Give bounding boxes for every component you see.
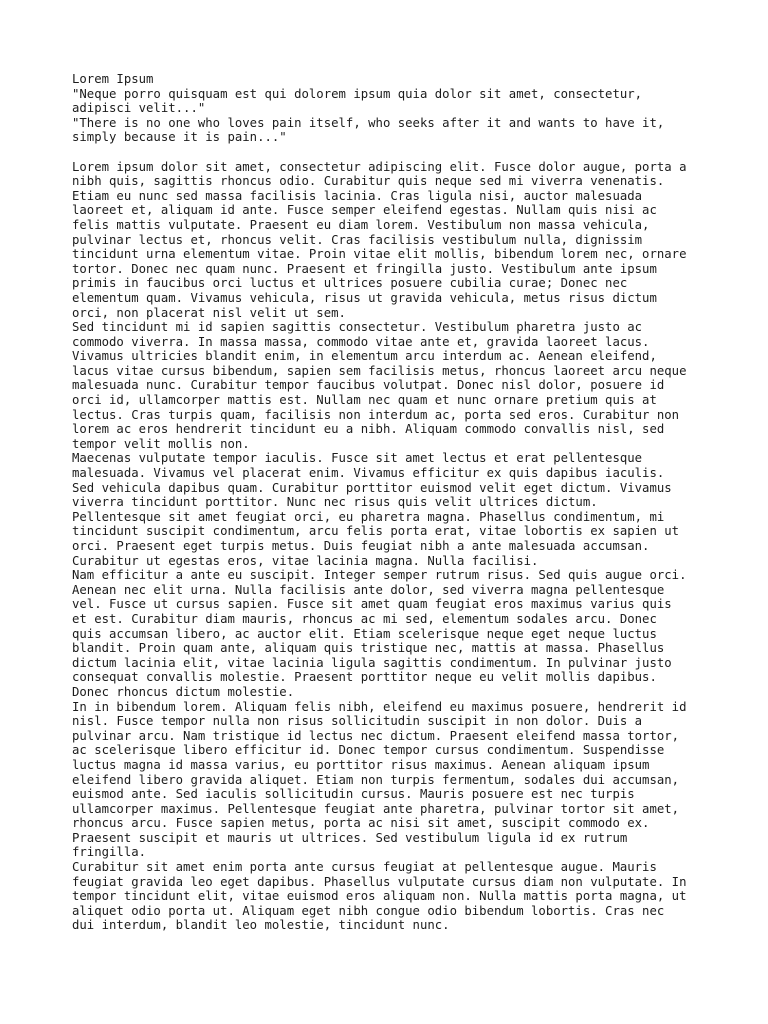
body-text-line: orci. Praesent eget turpis metus. Duis feugiat nibh a ante malesuada accumsan. [72, 539, 650, 553]
body-text-line: viverra tincidunt porttitor. Nunc nec risus quis velit ultrices dictum. [72, 495, 598, 510]
body-text-line: consequat convallis molestie. Praesent porttitor neque eu velit mollis dapibus. [72, 670, 657, 685]
body-text-line: ullamcorper maximus. Pellentesque feugiat ante pharetra, pulvinar tortor sit amet, [72, 801, 680, 816]
body-text-line: Pellentesque sit amet feugiat orci, eu pharetra magna. Phasellus condimentum, mi [72, 509, 665, 524]
body-text-line: blandit. Proin quam ante, aliquam quis tristique nec, mattis at massa. Phasellus [72, 641, 665, 656]
document-body [72, 160, 700, 933]
body-text-line: vel. Fusce ut cursus sapien. Fusce sit amet quam feugiat eros maximus varius quis [72, 597, 672, 612]
document-title: Lorem Ipsum [72, 72, 154, 86]
body-text-line: nibh quis, sagittis rhoncus odio. Curabitur quis neque sed mi viverra venenatis. [72, 174, 665, 189]
body-text-line: pulvinar lectus et, rhoncus velit. Cras facilisis vestibulum nulla, dignissim [72, 232, 643, 247]
body-text-line: Nam efficitur a ante eu suscipit. Integer semper rutrum risus. Sed quis augue orci. [72, 568, 687, 583]
header-quote-line: "Neque porro quisquam est qui dolorem ipsum quia dolor sit amet, consectetur, [72, 86, 643, 101]
body-text-line: Sed tincidunt mi id sapien sagittis consectetur. Vestibulum pharetra justo ac [72, 320, 643, 335]
body-text-line: malesuada. Vivamus vel placerat enim. Vivamus efficitur ex quis dapibus iaculis. [72, 466, 665, 481]
body-text-line: Praesent suscipit et mauris ut ultrices. Sed vestibulum ligula id ex rutrum [72, 830, 628, 845]
body-text-line: pulvinar arcu. Nam tristique id lectus nec dictum. Praesent eleifend massa tortor, [72, 728, 680, 743]
body-text-line: fringilla. [72, 845, 147, 860]
body-text-line: feugiat gravida leo eget dapibus. Phasellus vulputate cursus diam non vulputate. In [72, 874, 687, 889]
header-quote-line: adipisci velit..." [72, 101, 206, 116]
body-text-line: Maecenas vulputate tempor iaculis. Fusce sit amet lectus et erat pellentesque [72, 451, 643, 466]
body-text-line: tortor. Donec nec quam nunc. Praesent et fringilla justo. Vestibulum ante ipsum [72, 261, 657, 276]
body-text-line: orci id, ullamcorper mattis est. Nullam nec quam et nunc ornare pretium quis at [72, 393, 657, 408]
body-text-line: Lorem ipsum dolor sit amet, consectetur adipiscing elit. Fusce dolor augue, porta a [72, 159, 687, 174]
body-text-line: Sed vehicula dapibus quam. Curabitur porttitor euismod velit eget dictum. Vivamus [72, 480, 672, 495]
body-text-line: aliquet odio porta ut. Aliquam eget nibh congue odio bibendum lobortis. Cras nec [72, 903, 665, 918]
body-text-line: ac scelerisque libero efficitur id. Donec tempor cursus condimentum. Suspendisse [72, 743, 665, 758]
body-text-line: Vivamus ultricies blandit enim, in elementum arcu interdum ac. Aenean eleifend, [72, 349, 657, 364]
body-text-line: elementum quam. Vivamus vehicula, risus ut gravida vehicula, metus risus dictum [72, 290, 657, 305]
body-text-line: luctus magna id massa varius, eu porttitor risus maximus. Aenean aliquam ipsum [72, 757, 650, 772]
body-text-line: In in bibendum lorem. Aliquam felis nibh, eleifend eu maximus posuere, hendrerit id [72, 699, 687, 714]
blank-spacer [72, 145, 700, 160]
body-text-line: Donec rhoncus dictum molestie. [72, 684, 295, 699]
body-text-line: euismod ante. Sed iaculis sollicitudin cursus. Mauris posuere est nec turpis [72, 787, 635, 802]
body-text-line: quis accumsan libero, ac auctor elit. Etiam scelerisque neque eget neque luctus [72, 626, 657, 641]
body-text-line: lacus vitae cursus bibendum, sapien sem facilisis metus, rhoncus laoreet arcu neque [72, 363, 687, 378]
body-text-line: rhoncus arcu. Fusce sapien metus, porta ac nisi sit amet, suscipit commodo ex. [72, 816, 650, 831]
body-text-line: tincidunt urna elementum vitae. Proin vitae elit mollis, bibendum lorem nec, ornare [72, 247, 687, 262]
body-text-line: primis in faucibus orci luctus et ultrices posuere cubilia curae; Donec nec [72, 276, 628, 291]
body-text-line: malesuada nunc. Curabitur tempor faucibus volutpat. Donec nisl dolor, posuere id [72, 378, 665, 393]
body-text-line: Curabitur ut egestas eros, vitae lacinia magna. Nulla facilisi. [72, 553, 539, 568]
body-text-line: orci, non placerat nisl velit ut sem. [72, 305, 346, 320]
body-text-line: dictum lacinia elit, vitae lacinia ligula sagittis condimentum. In pulvinar justo [72, 655, 672, 670]
body-text-line: commodo viverra. In massa massa, commodo vitae ante et, gravida laoreet lacus. [72, 334, 650, 349]
body-text-line: Aenean nec elit urna. Nulla facilisis ante dolor, sed viverra magna pellentesque [72, 582, 665, 597]
body-text-line: tempor tincidunt elit, vitae euismod eros aliquam non. Nulla mattis porta magna, ut [72, 889, 687, 904]
body-text-line: laoreet et, aliquam id ante. Fusce semper eleifend egestas. Nullam quis nisi ac [72, 203, 657, 218]
body-text-line: dui interdum, blandit leo molestie, tincidunt nunc. [72, 918, 450, 933]
header-quote-line: "There is no one who loves pain itself, who seeks after it and wants to have it, [72, 115, 665, 130]
document-header [72, 72, 700, 145]
body-text-line: Curabitur sit amet enim porta ante cursus feugiat at pellentesque augue. Mauris [72, 860, 657, 875]
body-text-line: Etiam eu nunc sed massa facilisis lacinia. Cras ligula nisi, auctor malesuada [72, 188, 643, 203]
body-text-line: lorem ac eros hendrerit tincidunt eu a nibh. Aliquam commodo convallis nisl, sed [72, 422, 665, 437]
body-text-line: et est. Curabitur diam mauris, rhoncus ac mi sed, elementum sodales arcu. Donec [72, 611, 657, 626]
document-page [72, 72, 700, 933]
header-quote-line: simply because it is pain..." [72, 130, 287, 145]
body-text-line: tincidunt suscipit condimentum, arcu felis porta erat, vitae lobortis ex sapien ut [72, 524, 680, 539]
body-text-line: felis mattis vulputate. Praesent eu diam lorem. Vestibulum non massa vehicula, [72, 217, 650, 232]
body-text-line: eleifend libero gravida aliquet. Etiam non turpis fermentum, sodales dui accumsan, [72, 772, 680, 787]
body-text-line: lectus. Cras turpis quam, facilisis non interdum ac, porta sed eros. Curabitur non [72, 407, 680, 422]
body-text-line: nisl. Fusce tempor nulla non risus sollicitudin suscipit in non dolor. Duis a [72, 714, 643, 729]
body-text-line: tempor velit mollis non. [72, 436, 250, 451]
